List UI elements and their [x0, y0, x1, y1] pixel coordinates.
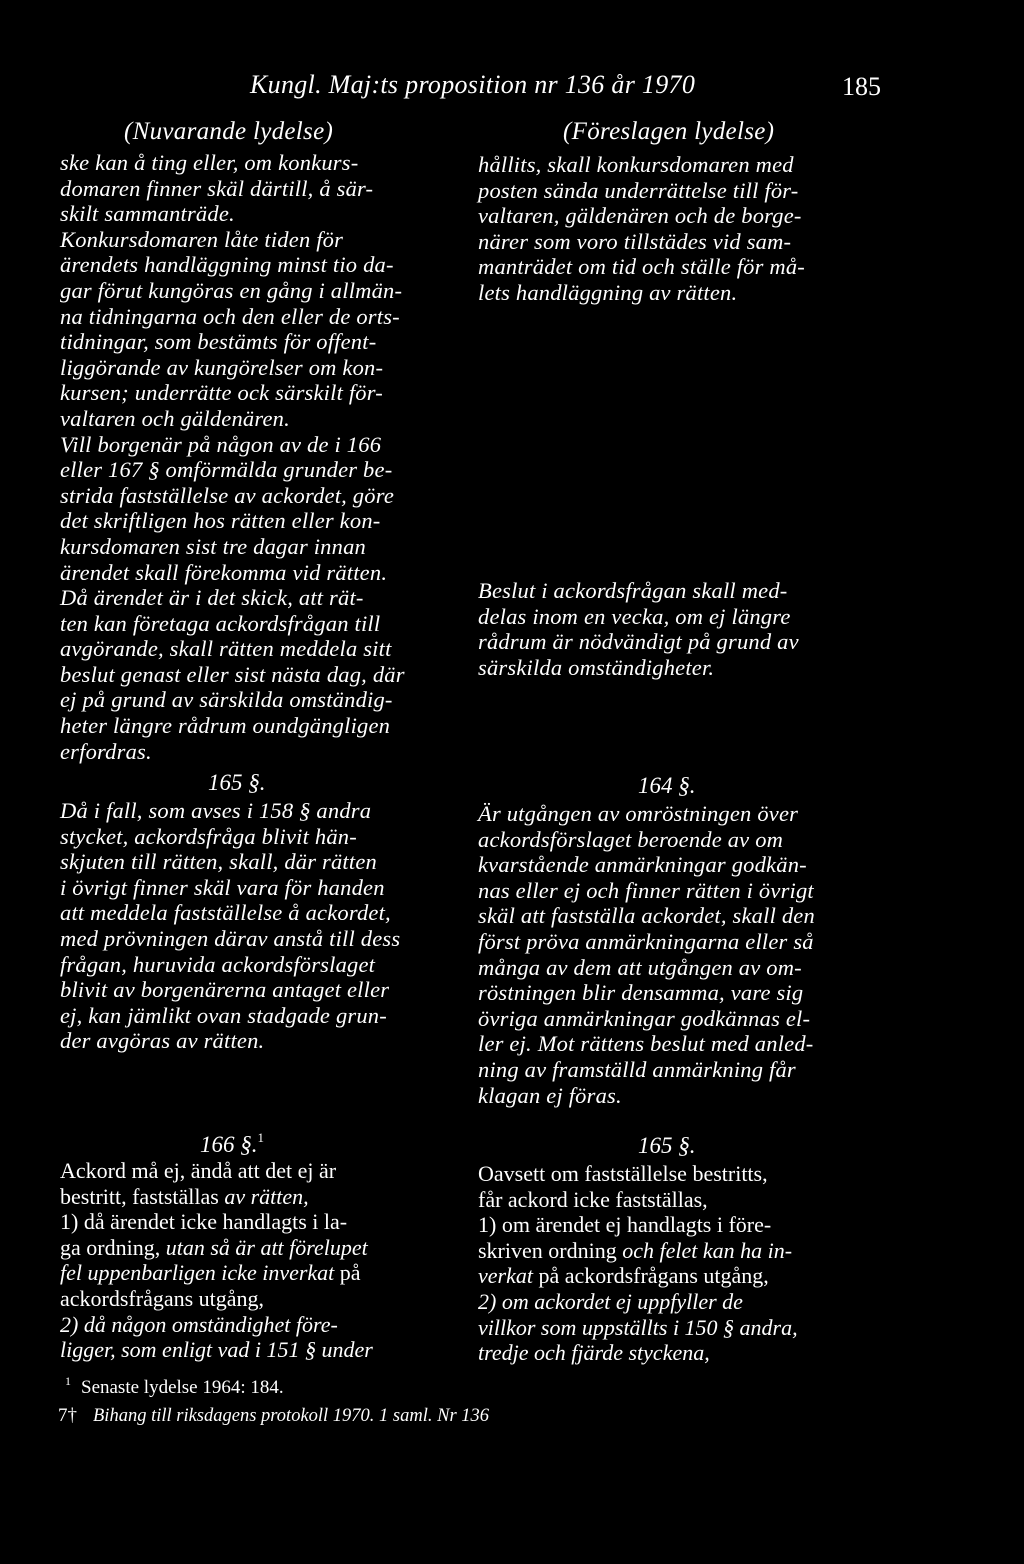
text-line: ärendet skall förekomma vid rätten.	[60, 559, 388, 585]
text-line: liggörande av kungörelser om kon-	[60, 354, 384, 380]
text-segment-italic: av rätten,	[224, 1183, 309, 1209]
text-segment: på	[334, 1260, 361, 1286]
footnote-mark: 1	[65, 1374, 71, 1388]
text-line	[60, 1260, 450, 1286]
text-line: frågan, huruvida ackordsförslaget	[60, 951, 376, 977]
text-line: ler ej. Mot rättens beslut med anled-	[478, 1031, 814, 1057]
text-line: erfordras.	[60, 738, 152, 764]
text-line: hållits, skall konkursdomaren med	[478, 152, 794, 177]
text-segment: bestritt, fastställas	[60, 1183, 225, 1209]
text-line: domaren finner skäl därtill, å sär-	[60, 175, 374, 201]
text-line: beslut genast eller sist nästa dag, där	[60, 661, 405, 687]
text-line: 2) då någon omständighet före-	[60, 1311, 338, 1337]
proposed-text-block-decision	[478, 578, 888, 680]
text-line: kursen; underrätte ock särskilt för-	[60, 380, 383, 406]
text-line: ej på grund av särskilda omständig-	[60, 687, 393, 713]
text-line: med prövningen därav anstå till dess	[60, 925, 401, 951]
text-line: lets handläggning av rätten.	[478, 279, 738, 305]
text-line: ackordsfrågans utgång,	[60, 1285, 265, 1311]
text-line: Är utgången av omröstningen över	[478, 801, 799, 826]
text-line: strida fastställelse av ackordet, göre	[60, 482, 395, 508]
footnote-text: Senaste lydelse 1964: 184.	[81, 1377, 284, 1398]
text-line: särskilda omständigheter.	[478, 654, 715, 680]
text-line: der avgöras av rätten.	[60, 1028, 265, 1054]
section-number-165-proposed: 165 §.	[638, 1133, 696, 1158]
text-line: Konkursdomaren låte tiden för	[60, 226, 344, 252]
text-line: gar förut kungöras en gång i allmän-	[60, 277, 403, 303]
text-segment: skriven ordning	[478, 1237, 623, 1263]
text-line: klagan ej föras.	[478, 1082, 622, 1108]
footer-text: Bihang till riksdagens protokoll 1970. 1 saml. Nr 136	[93, 1406, 490, 1426]
text-line: skjuten till rätten, skall, där rätten	[60, 849, 377, 875]
footnote	[65, 1374, 284, 1399]
text-line: valtaren, gäldenären och de borge-	[478, 203, 802, 229]
page-footer	[58, 1405, 489, 1427]
text-line: avgörande, skall rätten meddela sitt	[60, 636, 392, 662]
text-line: Oavsett om fastställelse bestritts,	[478, 1161, 768, 1186]
text-line: i övrigt finner skäl vara för handen	[60, 874, 385, 900]
column-heading-proposed: (Föreslagen lydelse)	[563, 118, 775, 145]
text-segment-italic: utan så är att förelupet	[165, 1234, 368, 1260]
text-line: stycket, ackordsfråga blivit hän-	[60, 823, 357, 849]
text-line: 1) då ärendet icke handlagts i la-	[60, 1209, 348, 1235]
text-line: manträdet om tid och ställe för må-	[478, 254, 805, 280]
section-165-proposed-text	[478, 1161, 888, 1366]
section-number-165-current: 165 §.	[208, 770, 266, 795]
text-segment-italic: och felet kan ha in-	[622, 1237, 793, 1263]
text-line: kvarstående anmärkningar godkän-	[478, 852, 807, 878]
text-line: na tidningarna och den eller de orts-	[60, 303, 400, 329]
text-line: tredje och fjärde styckena,	[478, 1340, 710, 1366]
text-line: Beslut i ackordsfrågan skall med-	[478, 578, 788, 603]
text-line: ej, kan jämlikt ovan stadgade grun-	[60, 1002, 387, 1028]
text-line: ackordsförslaget beroende av om	[478, 826, 784, 852]
text-line: skäl att fastställa ackordet, skall den	[478, 903, 815, 929]
text-line: skilt sammanträde.	[60, 201, 235, 227]
text-line: delas inom en vecka, om ej längre	[478, 603, 791, 629]
text-line: ligger, som enligt vad i 151 § under	[60, 1337, 373, 1363]
text-line: det skriftligen hos rätten eller kon-	[60, 508, 381, 534]
text-line: får ackord icke fastställas,	[478, 1186, 708, 1212]
section-number-164-proposed: 164 §.	[638, 773, 696, 798]
text-line: blivit av borgenärerna antaget eller	[60, 977, 390, 1003]
text-line: villkor som uppställts i 150 § andra,	[478, 1314, 798, 1340]
text-line: eller 167 § omförmälda grunder be-	[60, 457, 393, 483]
text-line: röstningen blir densamma, vare sig	[478, 980, 804, 1006]
text-line: valtaren och gäldenären.	[60, 405, 290, 431]
text-line: många av dem att utgången av om-	[478, 954, 802, 980]
text-line: heter längre rådrum oundgängligen	[60, 713, 391, 739]
footnote-reference: 1	[257, 1130, 264, 1145]
page-number: 185	[842, 72, 881, 101]
text-line: posten sända underrättelse till för-	[478, 177, 799, 203]
text-line: ske kan å ting eller, om konkurs-	[60, 150, 359, 175]
section-number-text: 166 §.	[200, 1132, 258, 1157]
text-line: ning av framställd anmärkning får	[478, 1056, 796, 1082]
text-segment: ga ordning,	[60, 1234, 166, 1260]
text-line: övriga anmärkningar godkännas el-	[478, 1005, 811, 1031]
text-line: 1) om ärendet ej handlagts i före-	[478, 1212, 772, 1238]
text-line: nas eller ej och finner rätten i övrigt	[478, 877, 814, 903]
section-number-166-current	[200, 1130, 264, 1158]
text-line: tidningar, som bestämts för offent-	[60, 329, 377, 355]
text-line: rådrum är nödvändigt på grund av	[478, 629, 799, 655]
text-segment-italic: fel uppenbarligen icke inverkat	[60, 1260, 335, 1286]
text-line: Ackord må ej, ändå att det ej är	[60, 1158, 337, 1183]
text-line: 2) om ackordet ej uppfyller de	[478, 1288, 743, 1314]
column-heading-current: (Nuvarande lydelse)	[124, 118, 334, 145]
text-line: kursdomaren sist tre dagar innan	[60, 533, 366, 559]
text-line: Vill borgenär på någon av de i 166	[60, 431, 382, 457]
running-header: Kungl. Maj:ts proposition nr 136 år 1970	[250, 70, 696, 99]
text-line	[478, 1263, 888, 1289]
text-line: ärendets handläggning minst tio da-	[60, 252, 394, 278]
text-line: Då ärendet är i det skick, att rät-	[60, 585, 364, 611]
text-line: att meddela fastställelse å ackordet,	[60, 900, 391, 926]
text-line	[478, 1238, 888, 1264]
current-text-block-top	[60, 150, 450, 764]
printer-signature: 7†	[58, 1405, 77, 1426]
text-line	[60, 1184, 450, 1210]
section-164-proposed-text	[478, 801, 888, 1108]
section-165-current-text	[60, 798, 450, 1054]
proposed-text-block-top	[478, 152, 888, 306]
text-segment-italic: verkat	[478, 1263, 533, 1289]
text-line: Då i fall, som avses i 158 § andra	[60, 798, 372, 823]
text-line	[60, 1235, 450, 1261]
text-line: ten kan företaga ackordsfrågan till	[60, 610, 381, 636]
section-166-current-text	[60, 1158, 450, 1363]
text-line: närer som voro tillstädes vid sam-	[478, 228, 792, 254]
text-line: först pröva anmärkningarna eller så	[478, 928, 814, 954]
text-segment: på ackordsfrågans utgång,	[532, 1263, 769, 1289]
